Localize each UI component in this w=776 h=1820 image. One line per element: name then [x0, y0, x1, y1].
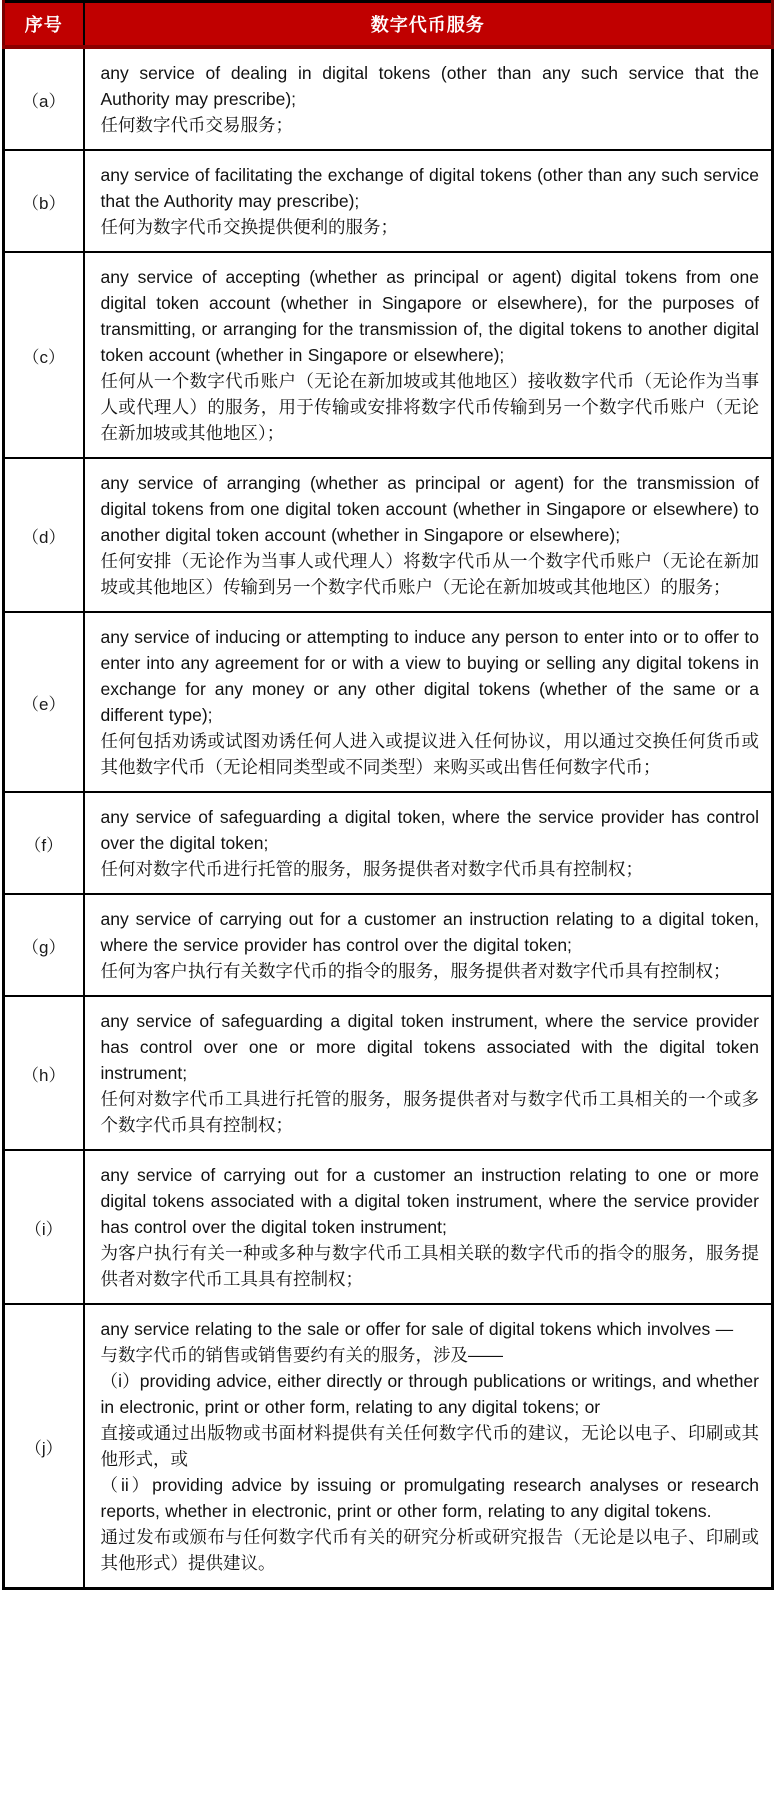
row-service-description [84, 1304, 773, 1589]
header-cell-service: 数字代币服务 [84, 2, 773, 48]
table-header [4, 2, 773, 48]
table-row [4, 47, 773, 150]
row-service-description [84, 458, 773, 612]
service-text-zh: 任何为客户执行有关数字代币的指令的服务，服务提供者对数字代币具有控制权； [100, 961, 731, 981]
table-row [4, 894, 773, 996]
service-text-zh: 任何包括劝诱或试图劝诱任何人进入或提议进入任何协议，用以通过交换任何货币或其他数字代币（无论相同类型或不同类型）来购买或出售任何数字代币； [100, 731, 759, 777]
table-row [4, 996, 773, 1150]
row-serial-label: （h） [4, 996, 84, 1150]
table-row [4, 458, 773, 612]
service-text-en: any service of inducing or attempting to induce any person to enter into or to offer to enter into any agreement for or with a view to buying or selling any digital tokens in exchange for any money or any other digital tokens (whether of the same or a different type); [100, 627, 759, 725]
table-row [4, 1150, 773, 1304]
row-service-description [84, 252, 773, 458]
service-text-zh: 任何对数字代币进行托管的服务，服务提供者对数字代币具有控制权； [100, 859, 643, 879]
table-row [4, 252, 773, 458]
row-serial-label: （j） [4, 1304, 84, 1589]
row-service-description [84, 1150, 773, 1304]
service-text-en: any service of accepting (whether as principal or agent) digital tokens from one digital token account (whether in Singapore or elsewhere), for the purposes of transmitting, or arranging for the transmission of, the digital tokens to another digital token account (whether in Singapore or elsewhere); [100, 267, 759, 365]
service-text-en: any service of carrying out for a customer an instruction relating to a digital token, where the service provider has control over the digital token; [100, 909, 759, 955]
service-text-en: any service of safeguarding a digital token, where the service provider has control over the digital token; [100, 807, 759, 853]
row-serial-label: （d） [4, 458, 84, 612]
row-serial-label: （f） [4, 792, 84, 894]
service-text-zh: 任何数字代币交易服务； [100, 115, 293, 135]
row-serial-label: （i） [4, 1150, 84, 1304]
service-text-en: any service of safeguarding a digital token instrument, where the service provider has control over one or more digital tokens associated with the digital token instrument; [100, 1011, 759, 1083]
service-text-en: （i）providing advice, either directly or through publications or writings, and whether in electronic, print or other form, relating to any digital tokens; or [100, 1371, 759, 1417]
service-text-zh: 与数字代币的销售或销售要约有关的服务，涉及—— [100, 1345, 503, 1365]
service-text-en: any service of facilitating the exchange of digital tokens (other than any such service that the Authority may prescribe); [100, 165, 759, 211]
row-serial-label: （c） [4, 252, 84, 458]
row-serial-label: （g） [4, 894, 84, 996]
service-text-zh: 任何安排（无论作为当事人或代理人）将数字代币从一个数字代币账户（无论在新加坡或其他地区）传输到另一个数字代币账户（无论在新加坡或其他地区）的服务； [100, 551, 759, 597]
header-row [4, 2, 773, 48]
service-text-en: any service of dealing in digital tokens (other than any such service that the Authority may prescribe); [100, 63, 759, 109]
service-text-zh: 任何从一个数字代币账户（无论在新加坡或其他地区）接收数字代币（无论作为当事人或代理人）的服务，用于传输或安排将数字代币传输到另一个数字代币账户（无论在新加坡或其他地区）； [100, 371, 759, 443]
row-service-description [84, 894, 773, 996]
table-row [4, 612, 773, 792]
service-text-zh: 任何为数字代币交换提供便利的服务； [100, 217, 398, 237]
row-serial-label: （e） [4, 612, 84, 792]
service-text-en: any service of arranging (whether as principal or agent) for the transmission of digital tokens from one digital token account (whether in Singapore or elsewhere) to another digital token account (whether in Singapore or elsewhere); [100, 473, 759, 545]
row-service-description [84, 150, 773, 252]
row-serial-label: （a） [4, 47, 84, 150]
service-text-zh: 任何对数字代币工具进行托管的服务，服务提供者对与数字代币工具相关的一个或多个数字代币具有控制权； [100, 1089, 759, 1135]
row-serial-label: （b） [4, 150, 84, 252]
service-text-en: （ii）providing advice by issuing or promulgating research analyses or research reports, whether in electronic, print or other form, relating to any digital tokens. [100, 1475, 759, 1521]
service-text-en: any service of carrying out for a customer an instruction relating to one or more digital tokens associated with a digital token instrument, where the service provider has control over the digital token instrument; [100, 1165, 759, 1237]
table-row [4, 150, 773, 252]
table-body [4, 47, 773, 1589]
digital-token-services-table [2, 0, 774, 1590]
service-text-zh: 为客户执行有关一种或多种与数字代币工具相关联的数字代币的指令的服务，服务提供者对数字代币工具具有控制权； [100, 1243, 759, 1289]
service-text-zh: 通过发布或颁布与任何数字代币有关的研究分析或研究报告（无论是以电子、印刷或其他形式）提供建议。 [100, 1527, 759, 1573]
row-service-description [84, 996, 773, 1150]
row-service-description [84, 47, 773, 150]
row-service-description [84, 612, 773, 792]
service-text-en: any service relating to the sale or offer for sale of digital tokens which involves — [100, 1319, 734, 1339]
table-row [4, 792, 773, 894]
row-service-description [84, 792, 773, 894]
service-text-zh: 直接或通过出版物或书面材料提供有关任何数字代币的建议，无论以电子、印刷或其他形式，或 [100, 1423, 759, 1469]
table-row [4, 1304, 773, 1589]
header-cell-serial: 序号 [4, 2, 84, 48]
